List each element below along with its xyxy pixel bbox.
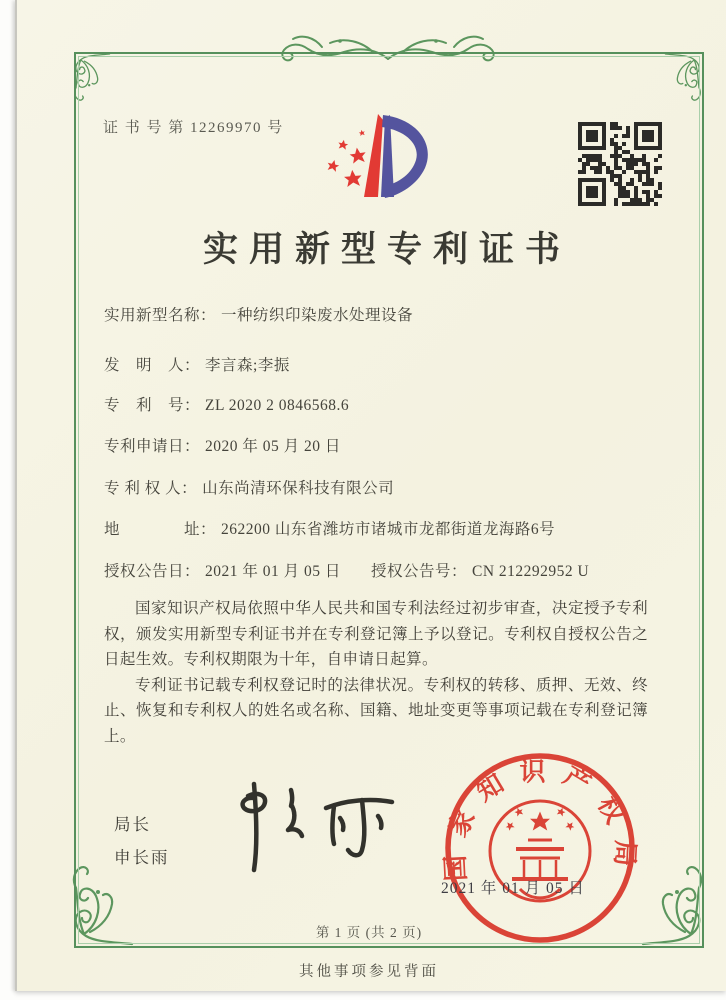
field-patent-number [104,393,664,415]
logo-stars [326,129,367,187]
field-value: 李言森;李振 [205,357,290,374]
signer-name: 申长雨 [114,848,170,867]
field-inventors [104,353,664,375]
field-value: 山东尚清环保科技有限公司 [202,480,395,497]
seal-date: 2021 年 01 月 05 日 [441,880,585,897]
field-label: 地 址： [104,521,217,538]
field-value: 2020 年 05 月 20 日 [205,438,341,455]
back-side-note: 其他事项参见背面 [299,964,439,980]
field-grant-number [371,559,589,581]
field-label: 授权公告号： [371,563,468,580]
field-label: 授权公告日： [104,563,201,580]
field-patentee [104,476,664,498]
field-address [104,517,664,539]
logo-red-wedge [364,114,383,197]
director-signature [196,778,406,878]
cnipa-logo [298,102,438,217]
seal-ring-text: 国家知识产权局 [440,757,640,882]
field-filing-date [104,434,664,456]
field-value: ZL 2020 2 0846568.6 [205,397,350,414]
certificate-number: 证 书 号 第 12269970 号 [103,120,284,136]
field-label: 专利申请日： [104,438,201,455]
legal-paragraph-1: 国家知识产权局依照中华人民共和国专利法经过初步审查，决定授予专利权，颁发实用新型专利证书并在专利登记簿上予以登记。专利权自授权公告之日起生效。专利权期限为十年，自申请日起算。 [104,600,648,668]
field-value: 262200 山东省潍坊市诸城市龙都街道龙海路6号 [221,521,556,538]
field-label: 专 利 权 人： [104,480,198,497]
field-label: 专 利 号： [104,397,201,414]
legal-text [104,596,648,749]
field-grant-row [104,559,664,581]
page-number: 第 1 页 (共 2 页) [315,925,423,940]
field-utility-model-name [104,303,664,325]
qr-code [578,122,662,206]
field-value: 一种纺织印染废水处理设备 [221,307,414,324]
field-value: CN 212292952 U [472,563,590,580]
signer-title: 局长 [114,815,151,834]
signer-block [114,808,170,874]
field-value: 2021 年 01 月 05 日 [205,563,341,580]
official-seal [440,748,640,948]
field-label: 实用新型名称： [104,307,217,324]
legal-paragraph-2: 专利证书记载专利权登记时的法律状况。专利权的转移、质押、无效、终止、恢复和专利权人的姓名或名称、国籍、地址变更等事项记载在专利登记簿上。 [104,676,648,745]
certificate-title: 实用新型专利证书 [202,230,571,269]
field-label: 发 明 人： [104,357,201,374]
